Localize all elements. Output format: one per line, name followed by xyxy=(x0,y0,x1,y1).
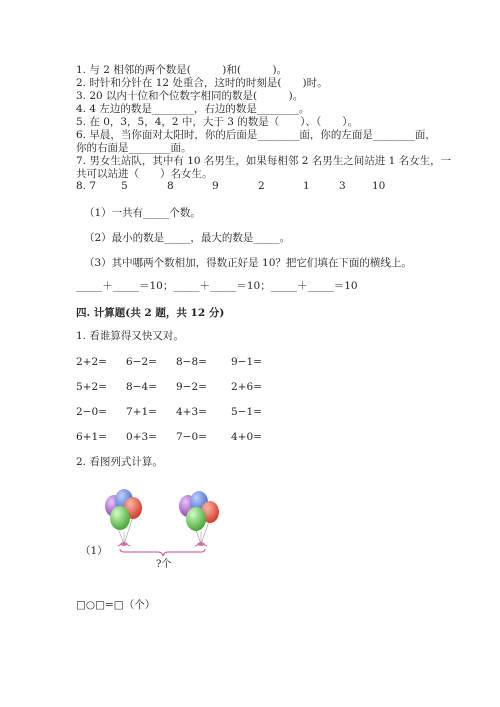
calc-item: 2+2= xyxy=(76,356,107,368)
question-8-blanks: _____＋_____＝10；_____＋_____＝10；_____＋_____＝10 xyxy=(76,280,358,292)
question-7-line1: 7. 男女生站队，其中有 10 名男生，如果每相邻 2 名男生之间站进 1 名女生，一 xyxy=(76,155,452,167)
calc-item: 4+3= xyxy=(176,406,207,418)
calc-item: 0+3= xyxy=(126,431,157,443)
question-3: 3. 20 以内十位和个位数字相同的数是( )。 xyxy=(76,90,304,102)
number-item: 9 xyxy=(212,180,219,192)
calc-item: 2+6= xyxy=(231,381,262,393)
number-item: 3 xyxy=(339,180,346,192)
number-item: 1 xyxy=(303,180,310,192)
calc-item: 5+2= xyxy=(76,381,107,393)
number-item: 8 xyxy=(167,180,174,192)
calc-item: 8−8= xyxy=(176,356,207,368)
balloon-bunch-left xyxy=(105,489,142,546)
calc-question-1-title: 1. 看谁算得又快又对。 xyxy=(76,330,184,342)
question-4: 4. 4 左边的数是________，右边的数是________。 xyxy=(76,103,310,115)
calc-item: 7+1= xyxy=(126,406,157,418)
calc-item: 7−0= xyxy=(176,431,207,443)
question-mark-label: ?个 xyxy=(156,559,172,570)
question-8-label: 8. 7 xyxy=(76,180,97,192)
question-6-line1: 6. 早晨，当你面对太阳时，你的后面是________面，你的左面是________面， xyxy=(76,129,436,141)
number-item: 2 xyxy=(258,180,265,192)
calc-item: 8−4= xyxy=(126,381,157,393)
calc-question-2-title: 2. 看图列式计算。 xyxy=(76,456,163,468)
calc-item: 5−1= xyxy=(231,406,262,418)
calc-item: 2−0= xyxy=(76,406,107,418)
calc-item: 6+1= xyxy=(76,431,107,443)
question-8-sub2: （2）最小的数是_____，最大的数是_____。 xyxy=(84,232,291,244)
calc-item: 6−2= xyxy=(126,356,157,368)
question-1: 1. 与 2 相邻的两个数是( )和( )。 xyxy=(76,64,288,76)
question-2: 2. 时针和分针在 12 处重合，这时的时刻是( )时。 xyxy=(76,77,328,89)
question-6-line2: 你的右面是________面。 xyxy=(76,142,192,154)
calc-item: 9−1= xyxy=(231,356,262,368)
picture-question-label: （1） xyxy=(80,545,108,557)
balloon-bunch-right xyxy=(179,491,219,546)
question-8-sub3: （3）其中哪两个数相加，得数正好是 10？把它们填在下面的横线上。 xyxy=(84,257,412,269)
answer-formula: □○□=□（个） xyxy=(76,599,156,611)
section-4-heading: 四. 计算题(共 2 题，共 12 分) xyxy=(76,307,225,319)
question-8-sub1: （1）一共有_____个数。 xyxy=(84,207,201,219)
question-7-line2: 共可以站进（ ）名女生。 xyxy=(76,168,213,180)
calc-item: 4+0= xyxy=(231,431,262,443)
number-item: 5 xyxy=(121,180,128,192)
question-5: 5. 在 0，3，5，4，2 中，大于 3 的数是（ ）、（ ）。 xyxy=(76,116,359,128)
number-item: 10 xyxy=(372,180,386,192)
calc-item: 9−2= xyxy=(176,381,207,393)
